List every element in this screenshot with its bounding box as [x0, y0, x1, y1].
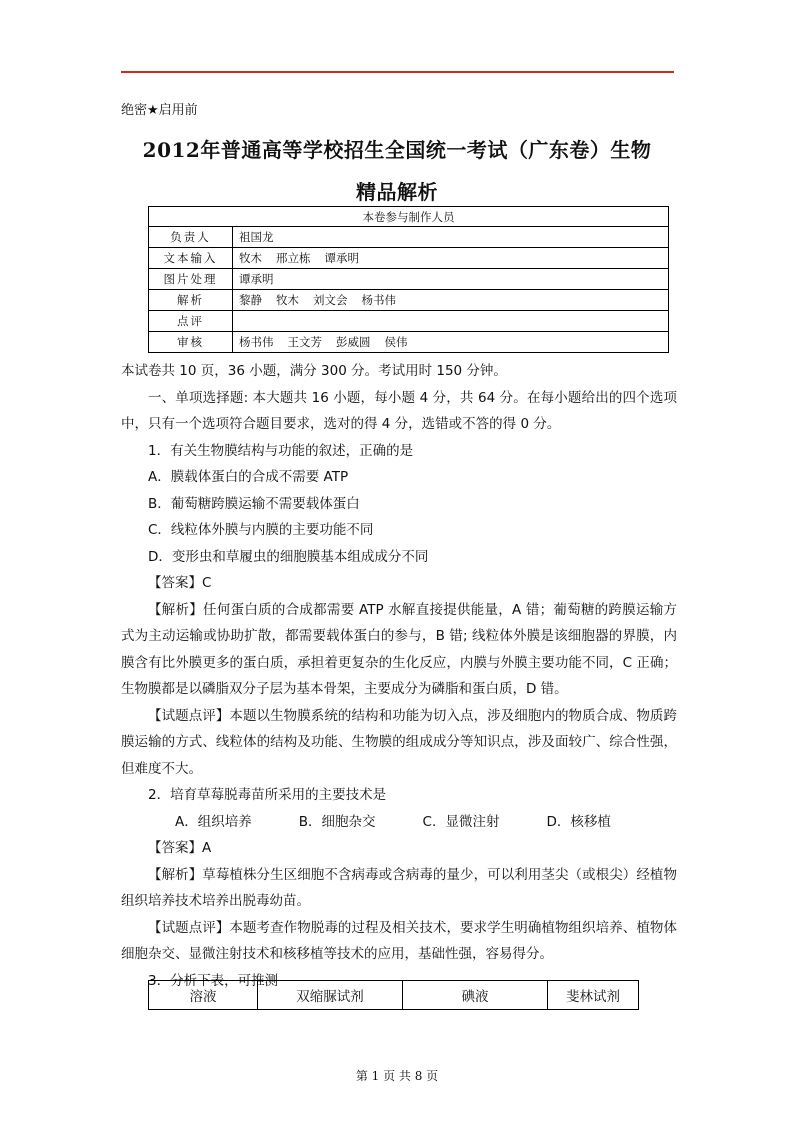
staff-name: 刘文会: [313, 293, 348, 307]
staff-row: [149, 227, 669, 248]
question-3-table: [148, 980, 639, 1010]
question-1-answer: 【答案】C: [148, 575, 212, 591]
staff-names: [233, 269, 669, 290]
staff-names: [233, 332, 669, 353]
staff-name: 王文芳: [287, 335, 322, 349]
question-1-option-b: B．葡萄糖跨膜运输不需要载体蛋白: [148, 495, 360, 512]
exam-intro: 本试卷共 10 页，36 小题，满分 300 分。考试用时 150 分钟。: [121, 363, 507, 379]
staff-row: [149, 311, 669, 332]
staff-row: [149, 269, 669, 290]
staff-row: [149, 248, 669, 269]
table-header-cell: 斐林试剂: [548, 981, 639, 1010]
staff-names: [233, 311, 669, 332]
secret-label: 绝密★启用前: [121, 103, 198, 118]
staff-name: 黎静: [239, 293, 262, 307]
staff-name: 彭威圆: [336, 335, 371, 349]
staff-table-heading: 本卷参与制作人员: [149, 207, 669, 227]
question-2-option: C．显微注射: [422, 813, 500, 830]
question-2-answer: 【答案】A: [148, 840, 212, 856]
question-1-analysis: 【解析】任何蛋白质的合成都需要 ATP 水解直接提供能量，A 错；葡萄糖的跨膜运输方式为主动运输或协助扩散，都需要载体蛋白的参与，B 错; 线粒体外膜是该细胞器的界膜，内膜含有比外膜更多的蛋白质，承担着更复杂的生化反应，内膜与外膜主要功能不同，C 正确；生物膜都是以磷脂双分子层为基本骨架，主要成分为磷脂和蛋白质，D 错。: [121, 601, 677, 697]
table-header-cell: 碘液: [403, 981, 548, 1010]
question-1-stem: 1．有关生物膜结构与功能的叙述，正确的是: [148, 442, 414, 459]
staff-name: 谭承明: [239, 272, 274, 286]
staff-names: [233, 248, 669, 269]
staff-name: 杨书伟: [239, 335, 274, 349]
staff-role: 负责人: [149, 227, 233, 248]
table-header-cell: 溶液: [149, 981, 258, 1010]
table-header-row: [149, 981, 639, 1010]
question-2-review: 【试题点评】本题考查作物脱毒的过程及相关技术，要求学生明确植物组织培养、植物体细胞杂交、显微注射技术和核移植等技术的应用，基础性强，容易得分。: [121, 919, 677, 962]
question-1-review: 【试题点评】本题以生物膜系统的结构和功能为切入点，涉及细胞内的物质合成、物质跨膜运输的方式、线粒体的结构及功能、生物膜的组成成分等知识点，涉及面较广、综合性强，但难度不大。: [121, 707, 677, 777]
question-2-option: B．细胞杂交: [298, 813, 376, 830]
question-2-stem: 2．培育草莓脱毒苗所采用的主要技术是: [148, 787, 387, 803]
document-body: [121, 358, 677, 994]
staff-names: [233, 227, 669, 248]
question-2-option: A．组织培养: [175, 813, 252, 830]
staff-name: 谭承明: [324, 251, 359, 265]
staff-table: [148, 206, 669, 353]
staff-name: 祖国龙: [239, 230, 274, 244]
staff-name: 牧木: [239, 251, 262, 265]
staff-role: 点评: [149, 311, 233, 332]
staff-role: 审核: [149, 332, 233, 353]
question-2-option: D．核移植: [546, 813, 611, 830]
staff-role: 图片处理: [149, 269, 233, 290]
document-subtitle: 精品解析: [356, 180, 438, 204]
staff-row: [149, 290, 669, 311]
staff-name: 杨书伟: [361, 293, 396, 307]
staff-name: 邢立栋: [276, 251, 311, 265]
staff-names: [233, 290, 669, 311]
question-1-option-a: A．膜载体蛋白的合成不需要 ATP: [148, 469, 349, 485]
staff-role: 文本输入: [149, 248, 233, 269]
document-title: 2012年普通高等学校招生全国统一考试（广东卷）生物: [142, 138, 652, 162]
table-header-cell: 双缩脲试剂: [258, 981, 403, 1010]
section-instructions: 一、单项选择题: 本大题共 16 小题，每小题 4 分，共 64 分。在每小题给出的四个选项中，只有一个选项符合题目要求，选对的得 4 分，选错或不答的得 0 分。: [121, 389, 677, 432]
staff-name: 牧木: [276, 293, 299, 307]
question-2-analysis: 【解析】草莓植株分生区细胞不含病毒或含病毒的量少，可以利用茎尖（或根尖）经植物组织培养技术培养出脱毒幼苗。: [121, 866, 677, 909]
page-footer: 第 1 页 共 8 页: [355, 1069, 439, 1083]
question-2-options: [121, 809, 677, 836]
question-3-stem: 3．分析下表，可推测: [148, 972, 279, 989]
question-1-option-d: D．变形虫和草履虫的细胞膜基本组成成分不同: [148, 548, 429, 565]
header-red-line: [121, 71, 674, 73]
question-1-option-c: C．线粒体外膜与内膜的主要功能不同: [148, 522, 374, 538]
staff-name: 侯伟: [384, 335, 408, 349]
staff-row: [149, 332, 669, 353]
staff-role: 解析: [149, 290, 233, 311]
